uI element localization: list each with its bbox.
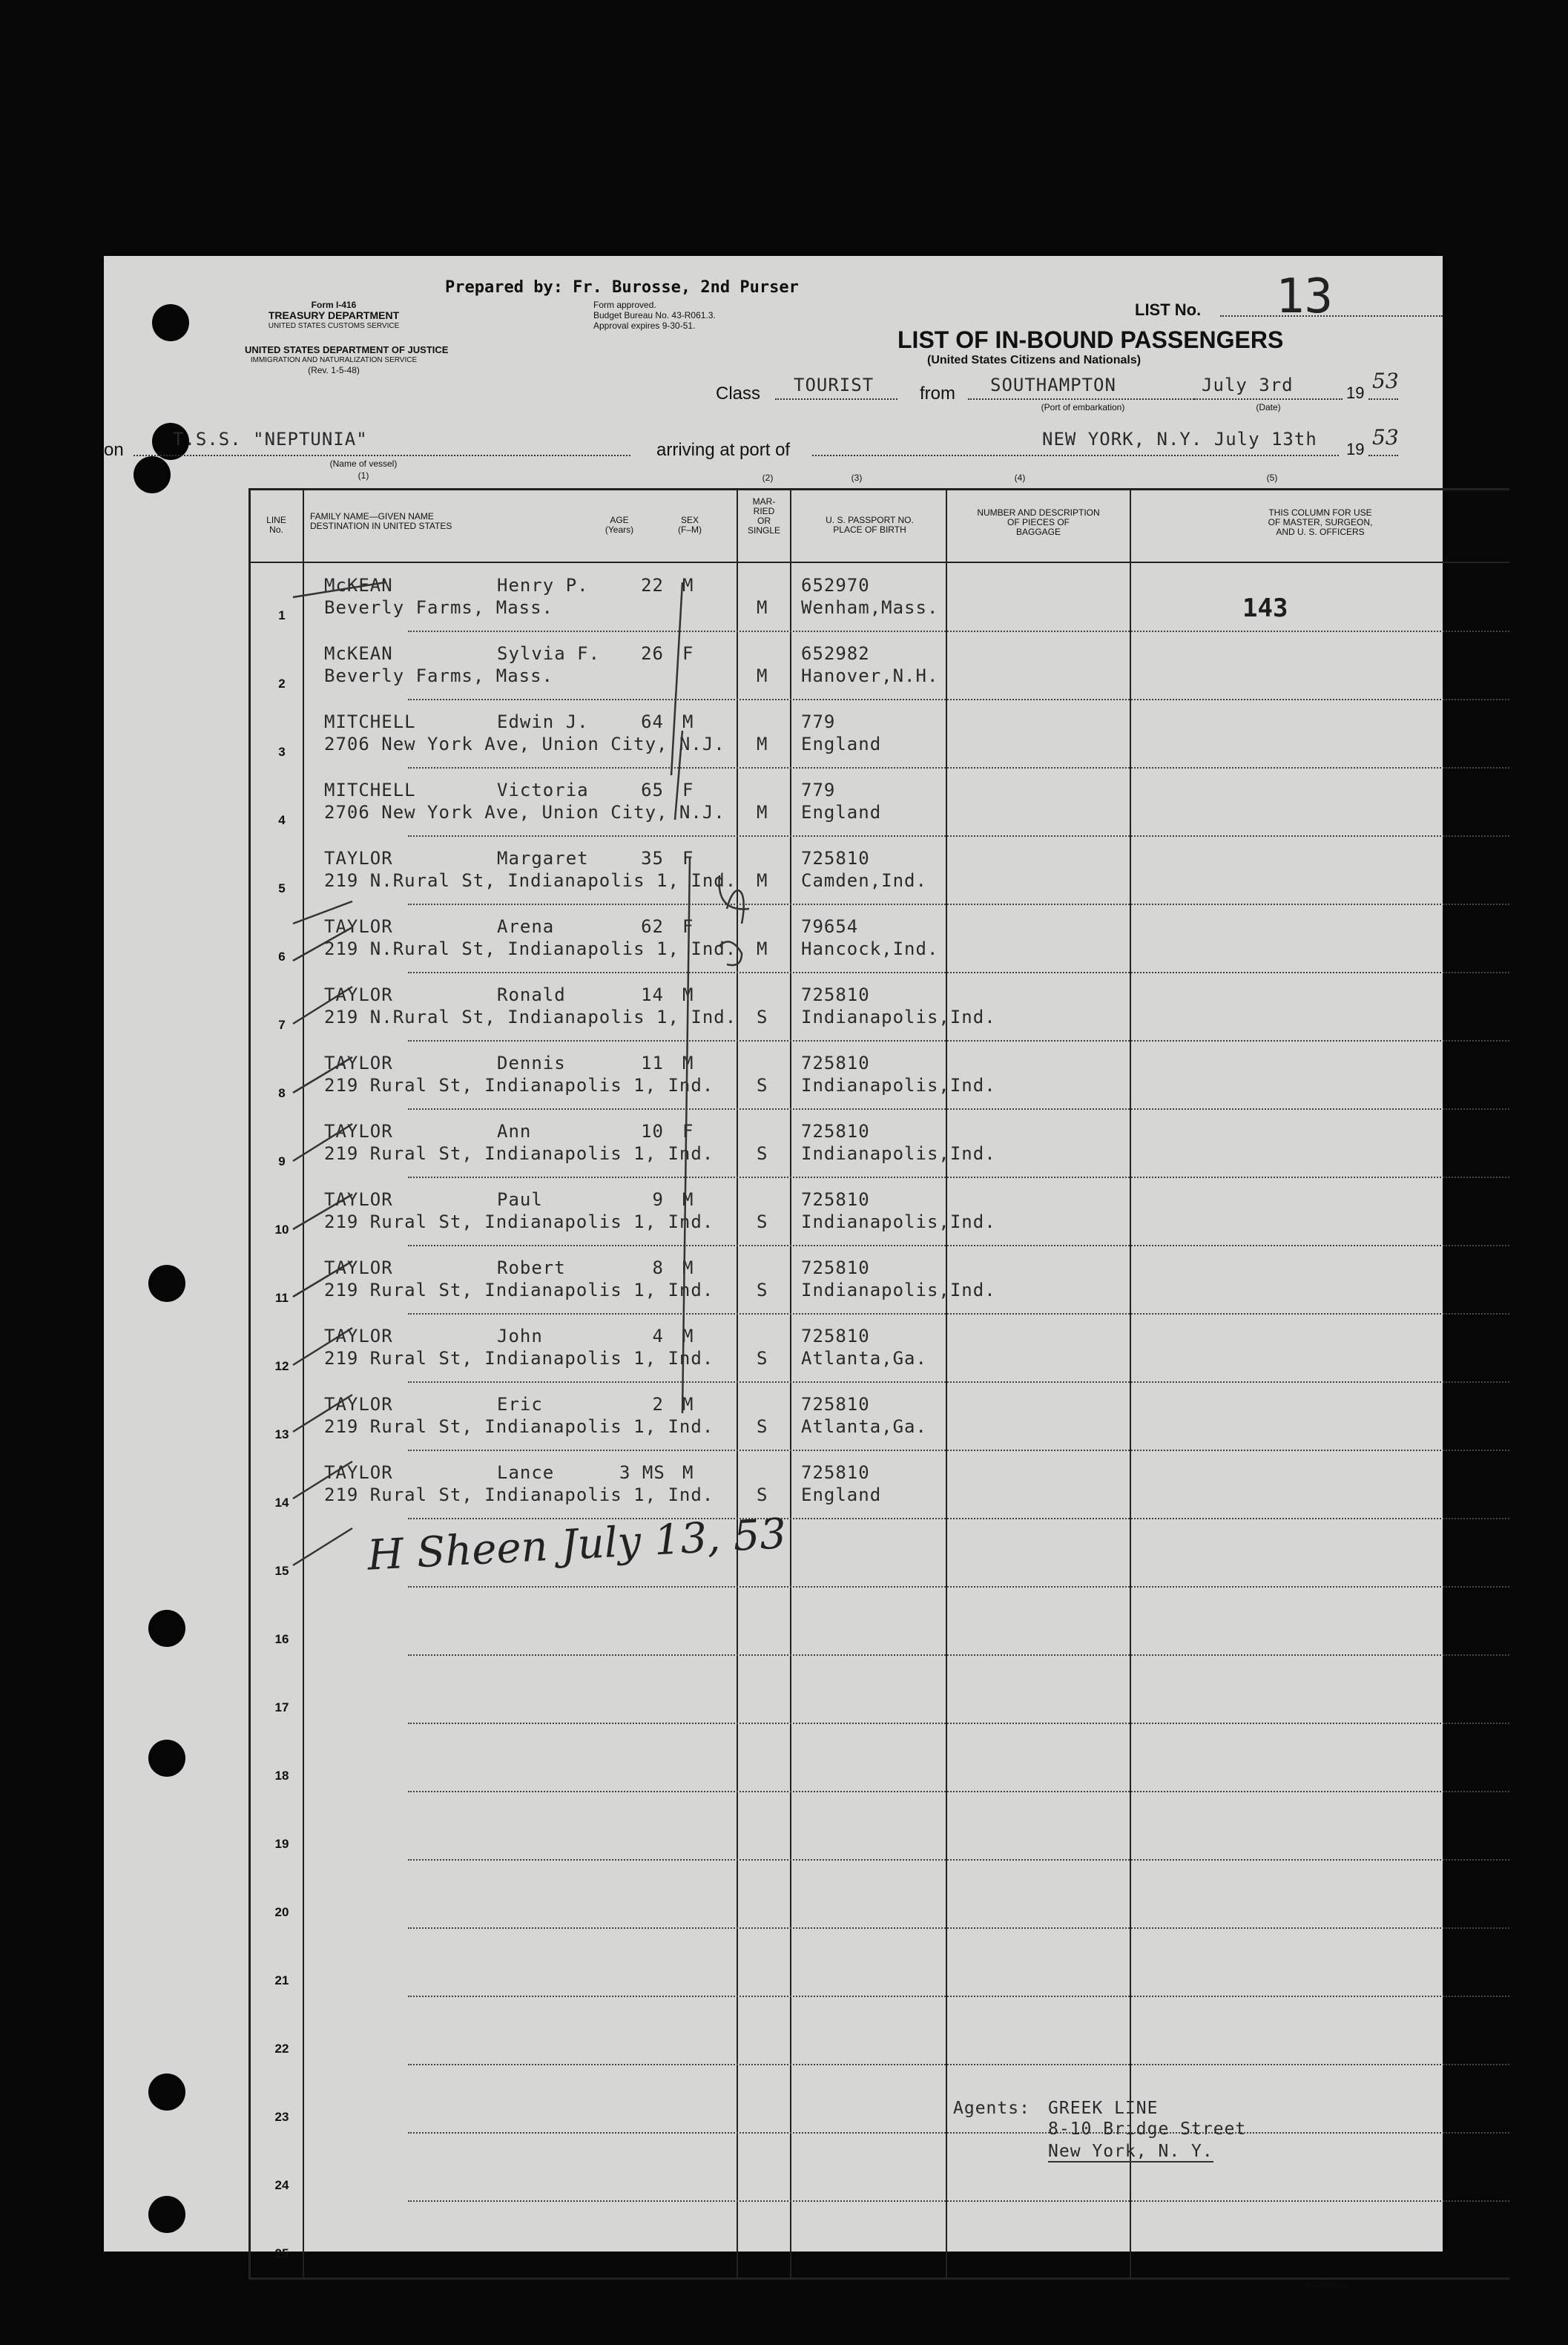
vessel-name: T.S.S. "NEPTUNIA"	[173, 429, 368, 450]
place-of-birth: Atlanta,Ga.	[801, 1348, 927, 1369]
given-name: Ann	[497, 1121, 532, 1142]
marital-status: M	[757, 734, 768, 754]
agents-name: GREEK LINE	[1048, 2099, 1159, 2118]
line-number: 25	[274, 2246, 289, 2260]
sex: F	[682, 916, 694, 937]
marital-status: M	[757, 597, 768, 618]
given-name: Eric	[497, 1394, 543, 1415]
marital-status: S	[757, 1211, 768, 1232]
marital-status: S	[757, 1416, 768, 1437]
year-prefix: 19	[1346, 384, 1365, 402]
family-name: TAYLOR	[324, 916, 393, 937]
agents-address-1: 8-10 Bridge Street	[1048, 2119, 1247, 2139]
header-age: AGE (Years)	[605, 515, 634, 535]
colnum-2: (2)	[762, 473, 774, 483]
age: 14	[641, 984, 664, 1005]
age: 62	[641, 916, 664, 937]
age: 8	[652, 1257, 664, 1278]
sex: M	[682, 1462, 694, 1483]
destination: 2706 New York Ave, Union City, N.J.	[324, 802, 725, 823]
given-name: Lance	[497, 1462, 555, 1483]
sex: M	[682, 984, 694, 1005]
given-name: Sylvia F.	[497, 643, 601, 664]
form-approved: Form approved.	[593, 300, 656, 310]
given-name: Arena	[497, 916, 555, 937]
place-of-birth: Hanover,N.H.	[801, 665, 939, 686]
line-number: 7	[278, 1018, 286, 1032]
line-number: 12	[274, 1359, 289, 1373]
age: 4	[652, 1326, 664, 1346]
list-number: 13	[1276, 269, 1334, 324]
justice-label: UNITED STATES DEPARTMENT OF JUSTICE	[245, 344, 449, 355]
marital-status: S	[757, 1143, 768, 1164]
age: 9	[652, 1189, 664, 1210]
on-label: on	[104, 440, 124, 460]
sex: F	[682, 848, 694, 869]
place-of-birth: Indianapolis,Ind.	[801, 1075, 996, 1096]
destination: 219 Rural St, Indianapolis 1, Ind.	[324, 1416, 714, 1437]
age: 11	[641, 1053, 664, 1073]
family-name: MITCHELL	[324, 780, 416, 800]
class-label: Class	[716, 384, 761, 404]
header-officers: THIS COLUMN FOR USE OF MASTER, SURGEON, AND U. S. OFFICERS	[1268, 507, 1373, 537]
family-name: TAYLOR	[324, 1394, 393, 1415]
line-number: 17	[274, 1700, 289, 1714]
age: 10	[641, 1121, 664, 1142]
from-label: from	[920, 384, 955, 404]
port-caption: (Port of embarkation)	[1041, 402, 1125, 412]
age: 3 MS	[619, 1462, 665, 1483]
colnum-3: (3)	[851, 473, 863, 483]
line-number: 2	[278, 677, 286, 691]
list-no-label: LIST No.	[1135, 300, 1202, 319]
age: 65	[641, 780, 664, 800]
line-number: 23	[274, 2110, 289, 2124]
given-name: Paul	[497, 1189, 543, 1210]
family-name: TAYLOR	[324, 1053, 393, 1073]
colnum-5: (5)	[1266, 473, 1278, 483]
header-marital: MAR- RIED OR SINGLE	[747, 496, 780, 536]
place-of-birth: England	[801, 802, 882, 823]
marital-status: S	[757, 1007, 768, 1027]
ins-label: IMMIGRATION AND NATURALIZATION SERVICE	[250, 356, 418, 364]
header-sex: SEX (F–M)	[678, 515, 702, 535]
marital-status: S	[757, 1348, 768, 1369]
passport-no: 779	[801, 780, 836, 800]
age: 35	[641, 848, 664, 869]
vessel-colnum: (1)	[358, 470, 369, 481]
customs-label: UNITED STATES CUSTOMS SERVICE	[268, 322, 400, 330]
age: 2	[652, 1394, 664, 1415]
class-value: TOURIST	[794, 375, 874, 395]
family-name: TAYLOR	[324, 1189, 393, 1210]
destination: 219 Rural St, Indianapolis 1, Ind.	[324, 1280, 714, 1300]
given-name: John	[497, 1326, 543, 1346]
destination: Beverly Farms, Mass.	[324, 665, 553, 686]
handwritten-ticks	[104, 256, 1443, 2252]
embarkation-date: July 3rd	[1202, 375, 1294, 395]
colnum-4: (4)	[1014, 473, 1026, 483]
sex: M	[682, 1326, 694, 1346]
embarkation-port: SOUTHAMPTON	[990, 375, 1116, 395]
line-number: 4	[278, 813, 286, 827]
sex: F	[682, 643, 694, 664]
agents-label: Agents:	[953, 2099, 1030, 2118]
place-of-birth: Hancock,Ind.	[801, 938, 939, 959]
family-name: MITCHELL	[324, 711, 416, 732]
revision: (Rev. 1-5-48)	[308, 365, 360, 375]
line-number: 14	[274, 1496, 289, 1510]
header-passport: U. S. PASSPORT NO. PLACE OF BIRTH	[826, 515, 914, 535]
inspector-signature: H Sheen July 13, 53	[366, 1510, 788, 1580]
sex: M	[682, 1257, 694, 1278]
line-number: 18	[274, 1769, 289, 1783]
given-name: Dennis	[497, 1053, 566, 1073]
line-number: 16	[274, 1632, 289, 1646]
family-name: TAYLOR	[324, 1257, 393, 1278]
marital-status: M	[757, 938, 768, 959]
passport-no: 779	[801, 711, 836, 732]
destination: 219 N.Rural St, Indianapolis 1, Ind.	[324, 938, 737, 959]
arrival-year: 53	[1372, 425, 1399, 450]
place-of-birth: Indianapolis,Ind.	[801, 1280, 996, 1300]
passport-no: 725810	[801, 984, 870, 1005]
age: 64	[641, 711, 664, 732]
prepared-by: Prepared by: Fr. Burosse, 2nd Purser	[445, 278, 799, 297]
line-number: 13	[274, 1427, 289, 1441]
treasury-label: TREASURY DEPARTMENT	[268, 309, 400, 321]
marital-status: S	[757, 1484, 768, 1505]
date-caption: (Date)	[1256, 402, 1281, 412]
age: 22	[641, 575, 664, 596]
sex: F	[682, 1121, 694, 1142]
destination: 219 Rural St, Indianapolis 1, Ind.	[324, 1211, 714, 1232]
form-number: Form I-416	[311, 300, 357, 310]
approval-expiry: Approval expires 9-30-51.	[593, 320, 696, 331]
agents-address-2: New York, N. Y.	[1048, 2142, 1213, 2161]
header-line-no: LINE No.	[266, 515, 286, 535]
footer-code: 16—54652-4	[1305, 2282, 1348, 2290]
passport-no: 725810	[801, 1257, 870, 1278]
arrival-year-prefix: 19	[1346, 440, 1365, 458]
line-number: 8	[278, 1086, 286, 1100]
line-number: 22	[274, 2042, 289, 2056]
line-number: 9	[278, 1154, 286, 1168]
family-name: TAYLOR	[324, 984, 393, 1005]
line-number: 6	[278, 950, 286, 964]
line-number: 15	[274, 1564, 289, 1578]
passport-no: 725810	[801, 1121, 870, 1142]
marital-status: S	[757, 1075, 768, 1096]
line-number: 11	[275, 1291, 289, 1305]
place-of-birth: Indianapolis,Ind.	[801, 1007, 996, 1027]
vessel-caption: (Name of vessel)	[329, 458, 398, 469]
age: 26	[641, 643, 664, 664]
page-subtitle: (United States Citizens and Nationals)	[927, 354, 1142, 366]
passport-no: 652982	[801, 643, 870, 664]
line-number: 3	[278, 745, 286, 759]
passport-no: 79654	[801, 916, 859, 937]
arriving-label: arriving at port of	[656, 440, 791, 460]
arrival-port: NEW YORK, N.Y. July 13th	[1042, 429, 1317, 450]
manifest-page	[104, 256, 1443, 2290]
place-of-birth: Camden,Ind.	[801, 870, 927, 891]
passport-no: 725810	[801, 1326, 870, 1346]
given-name: Henry P.	[497, 575, 589, 596]
sex: M	[682, 575, 694, 596]
place-of-birth: England	[801, 734, 882, 754]
header-name-destination: FAMILY NAME—GIVEN NAME DESTINATION IN UNITED STATES	[310, 511, 452, 531]
family-name: TAYLOR	[324, 1121, 393, 1142]
marital-status: M	[757, 665, 768, 686]
passport-no: 725810	[801, 1462, 870, 1483]
given-name: Robert	[497, 1257, 566, 1278]
destination: 2706 New York Ave, Union City, N.J.	[324, 734, 725, 754]
passport-no: 725810	[801, 1189, 870, 1210]
destination: 219 N.Rural St, Indianapolis 1, Ind.	[324, 1007, 737, 1027]
place-of-birth: Atlanta,Ga.	[801, 1416, 927, 1437]
sex: M	[682, 1053, 694, 1073]
passport-no: 652970	[801, 575, 870, 596]
line-number: 5	[278, 881, 286, 895]
header-baggage: NUMBER AND DESCRIPTION OF PIECES OF BAGGAGE	[977, 507, 1100, 537]
marital-status: S	[757, 1280, 768, 1300]
line-number: 24	[274, 2178, 289, 2192]
destination: Beverly Farms, Mass.	[324, 597, 553, 618]
embark-year: 53	[1372, 369, 1399, 393]
family-name: TAYLOR	[324, 848, 393, 869]
destination: 219 N.Rural St, Indianapolis 1, Ind.	[324, 870, 737, 891]
family-name: McKEAN	[324, 575, 393, 596]
passport-no: 725810	[801, 848, 870, 869]
given-name: Victoria	[497, 780, 589, 800]
page-title: LIST OF IN-BOUND PASSENGERS	[897, 326, 1284, 353]
sex: M	[682, 711, 694, 732]
line-number: 20	[274, 1905, 289, 1919]
line-number: 1	[278, 608, 286, 622]
destination: 219 Rural St, Indianapolis 1, Ind.	[324, 1075, 714, 1096]
destination: 219 Rural St, Indianapolis 1, Ind.	[324, 1143, 714, 1164]
given-name: Ronald	[497, 984, 566, 1005]
place-of-birth: Wenham,Mass.	[801, 597, 939, 618]
budget-bureau: Budget Bureau No. 43-R061.3.	[593, 310, 716, 320]
destination: 219 Rural St, Indianapolis 1, Ind.	[324, 1484, 714, 1505]
marital-status: M	[757, 802, 768, 823]
place-of-birth: England	[801, 1484, 882, 1505]
place-of-birth: Indianapolis,Ind.	[801, 1143, 996, 1164]
line-number: 21	[274, 1973, 289, 1987]
line-number: 10	[274, 1223, 289, 1237]
family-name: McKEAN	[324, 643, 393, 664]
sex: F	[682, 780, 694, 800]
passport-no: 725810	[801, 1053, 870, 1073]
given-name: Edwin J.	[497, 711, 589, 732]
destination: 219 Rural St, Indianapolis 1, Ind.	[324, 1348, 714, 1369]
family-name: TAYLOR	[324, 1326, 393, 1346]
sex: M	[682, 1394, 694, 1415]
line-number: 19	[274, 1837, 289, 1851]
officer-mark: 143	[1242, 593, 1288, 623]
given-name: Margaret	[497, 848, 589, 869]
family-name: TAYLOR	[324, 1462, 393, 1483]
sex: M	[682, 1189, 694, 1210]
passport-no: 725810	[801, 1394, 870, 1415]
place-of-birth: Indianapolis,Ind.	[801, 1211, 996, 1232]
marital-status: M	[757, 870, 768, 891]
